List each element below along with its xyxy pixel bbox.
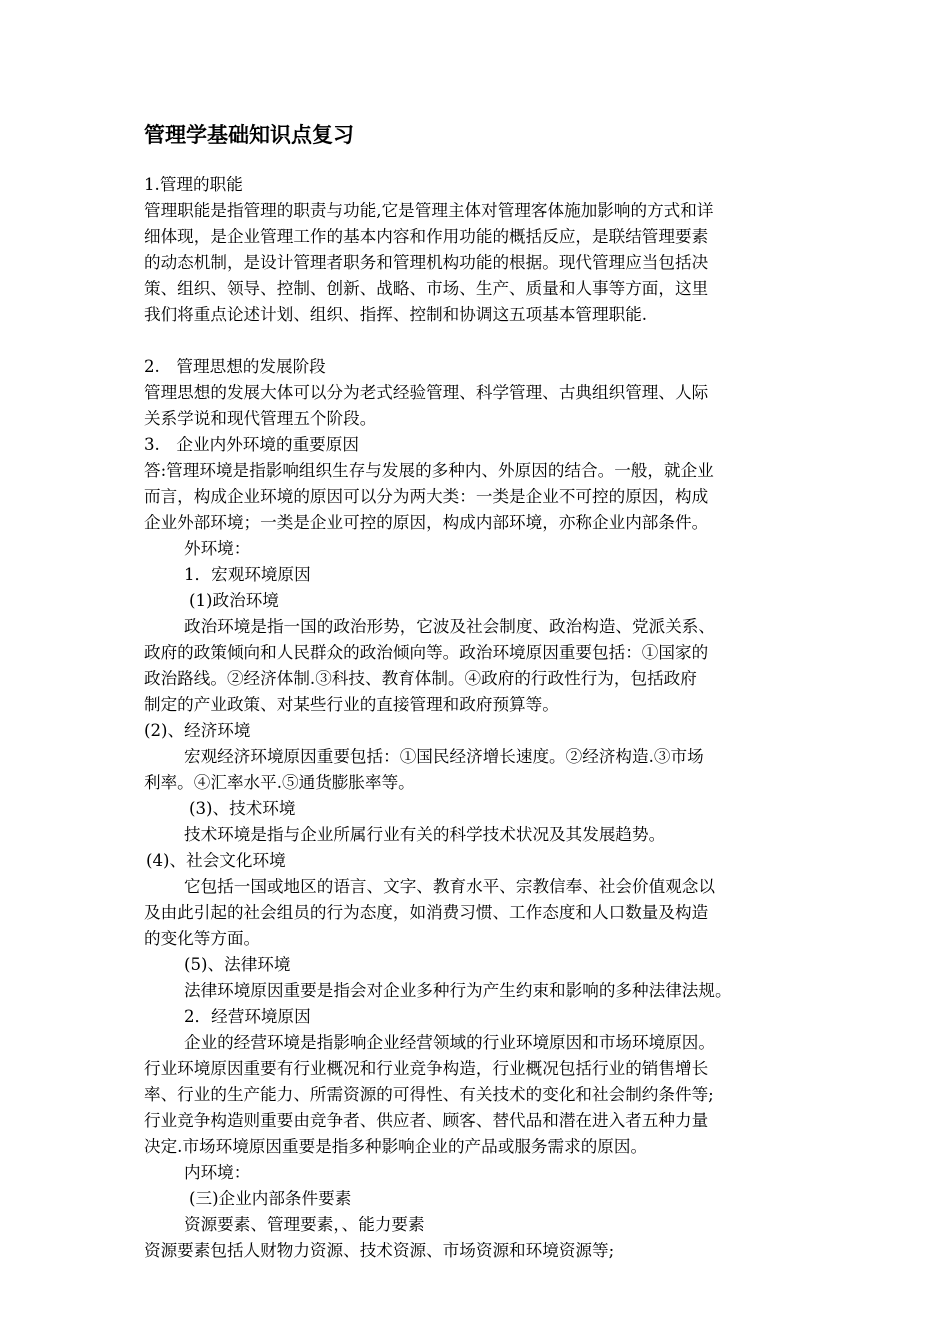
text-line: 管理思想的发展大体可以分为老式经验管理、科学管理、古典组织管理、人际 bbox=[144, 383, 709, 402]
text-line: 资源要素包括人财物力资源、技术资源、市场资源和环境资源等; bbox=[144, 1241, 615, 1260]
text-line: 企业外部环境；一类是企业可控的原因，构成内部环境，亦称企业内部条件。 bbox=[144, 513, 709, 532]
text-line: 1.管理的职能 bbox=[144, 175, 243, 194]
text-line: 我们将重点论述计划、组织、指挥、控制和协调这五项基本管理职能. bbox=[144, 305, 648, 324]
text-line: 3. 企业内外环境的重要原因 bbox=[144, 435, 359, 454]
text-line: 政治路线。②经济体制.③科技、教育体制。④政府的行政性行为，包括政府 bbox=[144, 669, 697, 688]
text-line: 政府的政策倾向和人民群众的政治倾向等。政治环境原因重要包括：①国家的 bbox=[144, 643, 709, 662]
text-line: 企业的经营环境是指影响企业经营领域的行业环境原因和市场环境原因。 bbox=[184, 1033, 715, 1052]
text-line: 的动态机制，是设计管理者职务和管理机构功能的根据。现代管理应当包括决 bbox=[144, 253, 709, 272]
text-line: 决定.市场环境原因重要是指多种影响企业的产品或服务需求的原因。 bbox=[144, 1137, 648, 1156]
text-line: 宏观经济环境原因重要包括：①国民经济增长速度。②经济构造.③市场 bbox=[184, 747, 704, 766]
text-line: 行业环境原因重要有行业概况和行业竞争构造，行业概况包括行业的销售增长 bbox=[144, 1059, 709, 1078]
text-line: 技术环境是指与企业所属行业有关的科学技术状况及其发展趋势。 bbox=[184, 825, 666, 844]
text-line: 的变化等方面。 bbox=[144, 929, 261, 948]
document-title: 管理学基础知识点复习 bbox=[144, 123, 354, 147]
text-line: 1．宏观环境原因 bbox=[184, 565, 311, 584]
text-line: 它包括一国或地区的语言、文字、教育水平、宗教信奉、社会价值观念以 bbox=[184, 877, 715, 896]
text-line: 资源要素、管理要素，、能力要素 bbox=[184, 1215, 425, 1234]
text-line: 2．经营环境原因 bbox=[184, 1007, 311, 1026]
text-line: 制定的产业政策、对某些行业的直接管理和政府预算等。 bbox=[144, 695, 559, 714]
text-line: 内环境： bbox=[184, 1163, 251, 1182]
text-line: 利率。④汇率水平.⑤通货膨胀率等。 bbox=[144, 773, 415, 792]
text-line: (4)、社会文化环境 bbox=[146, 851, 286, 870]
document-body bbox=[144, 172, 814, 1264]
text-line: 率、行业的生产能力、所需资源的可得性、有关技术的变化和社会制约条件等; bbox=[144, 1085, 714, 1104]
text-line: (1)政治环境 bbox=[189, 591, 279, 610]
text-line: 答:管理环境是指影响组织生存与发展的多种内、外原因的结合。一般，就企业 bbox=[144, 461, 714, 480]
text-line: (三)企业内部条件要素 bbox=[189, 1189, 352, 1208]
text-line: 及由此引起的社会组员的行为态度，如消费习惯、工作态度和人口数量及构造 bbox=[144, 903, 709, 922]
text-line bbox=[144, 328, 814, 354]
text-line: 外环境： bbox=[184, 539, 251, 558]
text-line: (5)、法律环境 bbox=[184, 955, 291, 974]
text-line: (3)、技术环境 bbox=[189, 799, 296, 818]
text-line: 法律环境原因重要是指会对企业多种行为产生约束和影响的多种法律法规。 bbox=[184, 981, 732, 1000]
text-line: 细体现，是企业管理工作的基本内容和作用功能的概括反应，是联结管理要素 bbox=[144, 227, 709, 246]
text-line: 2. 管理思想的发展阶段 bbox=[144, 357, 326, 376]
text-line: (2)、经济环境 bbox=[144, 721, 251, 740]
text-line: 而言，构成企业环境的原因可以分为两大类：一类是企业不可控的原因，构成 bbox=[144, 487, 709, 506]
text-line: 政治环境是指一国的政治形势，它波及社会制度、政治构造、党派关系、 bbox=[184, 617, 715, 636]
text-line: 关系学说和现代管理五个阶段。 bbox=[144, 409, 377, 428]
text-line: 行业竞争构造则重要由竞争者、供应者、顾客、替代品和潜在进入者五种力量 bbox=[144, 1111, 709, 1130]
text-line: 管理职能是指管理的职责与功能,它是管理主体对管理客体施加影响的方式和详 bbox=[144, 201, 714, 220]
text-line: 策、组织、领导、控制、创新、战略、市场、生产、质量和人事等方面，这里 bbox=[144, 279, 709, 298]
